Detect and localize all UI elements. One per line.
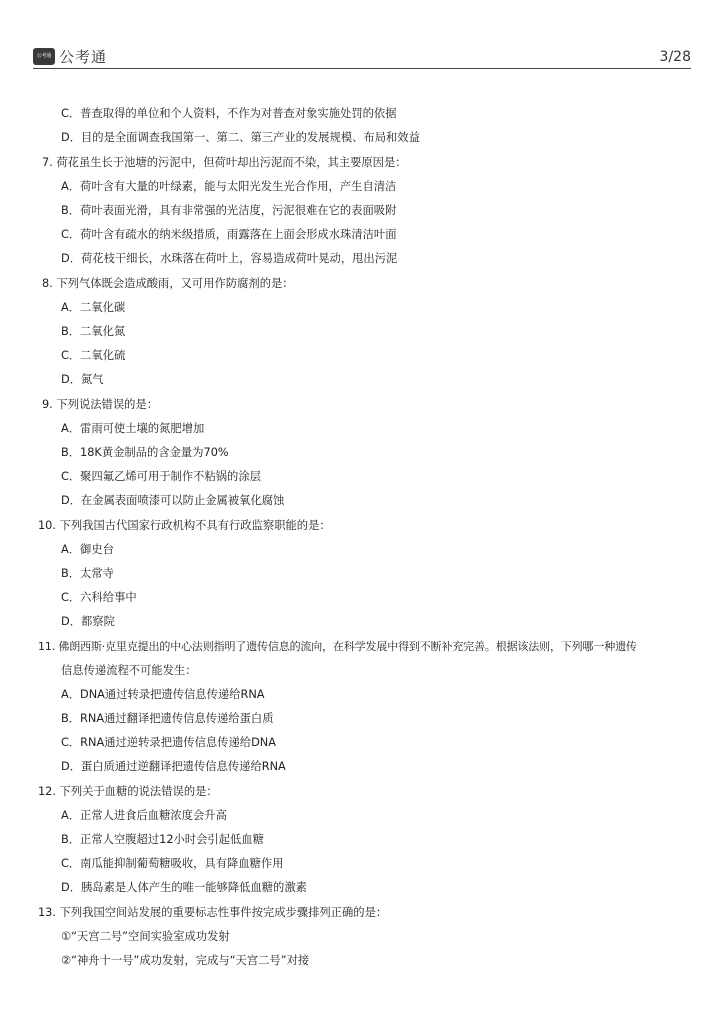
option-line: C．二氧化硫 — [61, 349, 126, 362]
option-line: A．正常人进食后血糖浓度会升高 — [61, 809, 227, 822]
option-line: D．都察院 — [61, 615, 115, 628]
option-line: C．聚四氟乙烯可用于制作不粘锅的涂层 — [61, 470, 261, 483]
option-line: B．RNA通过翻译把遗传信息传递给蛋白质 — [61, 712, 274, 725]
option-line: C．荷叶含有疏水的纳米级措质，雨露落在上面会形成水珠清洁叶面 — [61, 228, 397, 241]
question-stem: 13. 下列我国空间站发展的重要标志性事件按完成步骤排列正确的是： — [38, 906, 388, 919]
question-stem: 7. 荷花虽生长于池塘的污泥中，但荷叶却出污泥而不染，其主要原因是： — [42, 156, 407, 169]
page-number: 3/28 — [659, 49, 691, 65]
question-stem: 10. 下列我国古代国家行政机构不具有行政监察职能的是： — [38, 519, 331, 532]
option-line: B．荷叶表面光滑，具有非常强的光洁度，污泥很难在它的表面吸附 — [61, 204, 397, 217]
option-line: C．六科给事中 — [61, 591, 137, 604]
option-line: B．太常寺 — [61, 567, 114, 580]
logo-badge-icon: 公考通 — [33, 48, 55, 65]
option-line: A．二氧化碳 — [61, 301, 126, 314]
option-line: C．南瓜能抑制葡萄糖吸收，具有降血糖作用 — [61, 857, 284, 870]
option-line: A．荷叶含有大量的叶绿素，能与太阳光发生光合作用，产生自清洁 — [61, 180, 397, 193]
option-line: D．氮气 — [61, 373, 104, 386]
option-line: A．DNA通过转录把遗传信息传递给RNA — [61, 688, 265, 701]
question-stem: 12. 下列关于血糖的说法错误的是： — [38, 785, 218, 798]
option-line: A．御史台 — [61, 543, 114, 556]
option-line: A．雷雨可使土壤的氮肥增加 — [61, 422, 205, 435]
question-stem: 11. 佛朗西斯·克里克提出的中心法则指明了遗传信息的流向，在科学发展中得到不断补充完善。根据该法则，下列哪一种遗传 — [38, 640, 637, 653]
option-line: B．二氧化氮 — [61, 325, 126, 338]
question-stem: 9. 下列说法错误的是： — [42, 398, 159, 411]
logo-text: 公考通 — [59, 48, 108, 66]
option-line: D．在金属表面喷漆可以防止金属被氧化腐蚀 — [61, 494, 285, 507]
question-stem-continued: 信息传递流程不可能发生： — [61, 664, 197, 677]
option-line: D．目的是全面调查我国第一、第二、第三产业的发展规模、布局和效益 — [61, 131, 420, 144]
option-line: D．蛋白质通过逆翻译把遗传信息传递给RNA — [61, 760, 286, 773]
option-line: C．RNA通过逆转录把遗传信息传递给DNA — [61, 736, 276, 749]
option-line: B．正常人空腹超过12小时会引起低血糖 — [61, 833, 264, 846]
option-line: B．18K黄金制品的含金量为70% — [61, 446, 229, 459]
option-line: D．荷花枝干细长，水珠落在荷叶上，容易造成荷叶晃动，甩出污泥 — [61, 252, 398, 265]
option-line: ②“神舟十一号”成功发射，完成与“天宫二号”对接 — [61, 954, 310, 967]
option-line: C．普查取得的单位和个人资料，不作为对普查对象实施处罚的依据 — [61, 107, 397, 120]
option-line: D．胰岛素是人体产生的唯一能够降低血糖的激素 — [61, 881, 307, 894]
question-stem: 8. 下列气体既会造成酸雨，又可用作防腐剂的是： — [42, 277, 294, 290]
option-line: ①“天宫二号”空间实验室成功发射 — [61, 930, 230, 943]
